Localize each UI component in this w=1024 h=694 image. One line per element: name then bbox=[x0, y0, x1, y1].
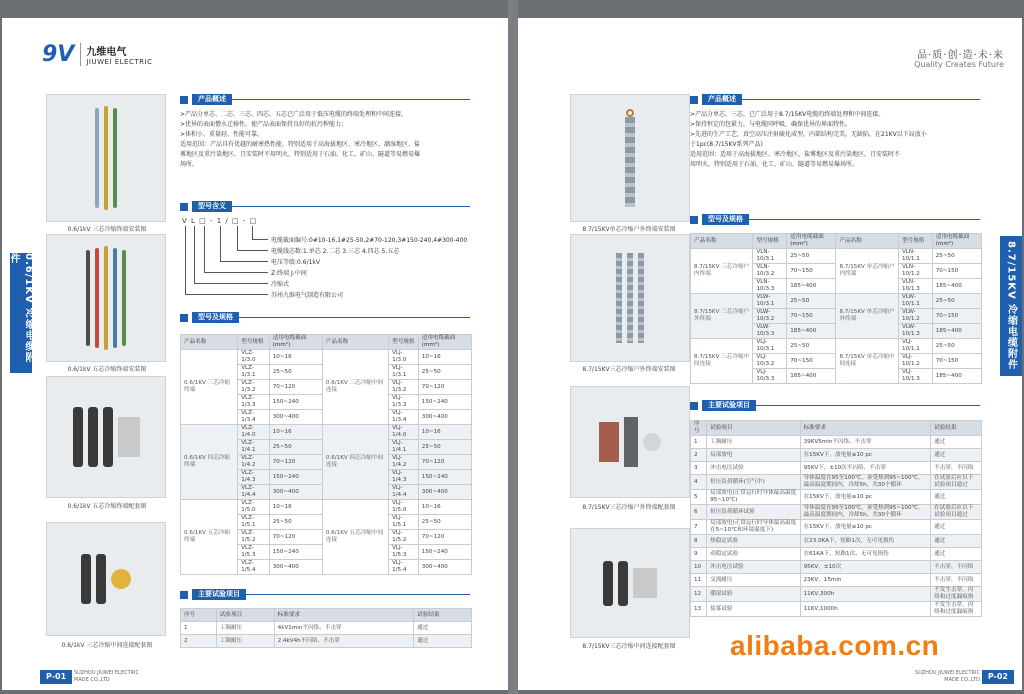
test-no: 6 bbox=[691, 505, 707, 520]
product-photo-2 bbox=[46, 234, 166, 362]
test-row bbox=[691, 475, 982, 490]
spec-model: VLZ-1/3.3 bbox=[238, 395, 270, 410]
spec-model: VLZ-1/5.4 bbox=[238, 560, 270, 575]
spec-model: VLN-10/1.2 bbox=[898, 264, 932, 279]
spec-section: 10~16 bbox=[418, 425, 471, 440]
spec-group-name: 8.7/15KV 三芯冷缩户外终端 bbox=[691, 294, 753, 339]
spec-model: VLJ-1/5.0 bbox=[389, 500, 419, 515]
test-row bbox=[691, 587, 982, 602]
spec-model: VLN-10/3.3 bbox=[753, 279, 787, 294]
spec-group-name: 0.6/1KV 五芯冷缩中间连接 bbox=[322, 500, 388, 575]
spec-section: 10~16 bbox=[269, 425, 322, 440]
test-result: 在试验后应以下试验项目通过 bbox=[931, 505, 982, 520]
test-item: 恒压负荷循环试验 bbox=[707, 505, 800, 520]
right-side-band: 8.7/15KV 冷缩电缆附件 bbox=[1000, 236, 1022, 376]
spec-row bbox=[691, 339, 982, 354]
test-no: 7 bbox=[691, 520, 707, 535]
test-item: 动稳定试验 bbox=[707, 548, 800, 561]
spec-model: VLJ-1/3.3 bbox=[389, 395, 419, 410]
test-item: 热稳定试验 bbox=[707, 535, 800, 548]
test-item: 局部放电 bbox=[707, 449, 800, 462]
logo bbox=[42, 42, 152, 67]
spec-model: VLJ-1/4.2 bbox=[389, 455, 419, 470]
test-row bbox=[691, 520, 982, 535]
spec-section: 25~50 bbox=[269, 440, 322, 455]
spec-group-name: 8.7/15KV 单芯冷缩户外终端 bbox=[836, 294, 898, 339]
test-header-row: 序号 试验项目 标准要求 试验结果 bbox=[181, 609, 472, 622]
spec-model: VLZ-1/3.0 bbox=[238, 350, 270, 365]
section-header-model-meaning: 型号含义 bbox=[180, 201, 470, 212]
spec-header-row: 产品名称 型号规格 适用电缆截面(mm²) 产品名称 型号规格 适用电缆截面(mm²) bbox=[181, 335, 472, 350]
spec-model: VLJ-10/1.3 bbox=[898, 369, 932, 384]
spec-section: 300~400 bbox=[269, 485, 322, 500]
spec-model: VLJ-1/3.0 bbox=[389, 350, 419, 365]
spec-section: 25~50 bbox=[932, 249, 981, 264]
model-diagram: 电缆截面编号:0#10-16,1#25-50,2#70-120,3#150-240,4#300-400 电缆线芯数:1.单芯 2.二芯 3.三芯 4.四芯 5.五芯 电压等级:0.6/1kV Z:终端 J:中间 冷缩式 苏州九维电气制造有限公司 bbox=[182, 226, 482, 296]
spec-model: VLZ-1/5.2 bbox=[238, 530, 270, 545]
test-result: 通过 bbox=[931, 436, 982, 449]
photo-caption-3: 0.6/1kV 五芯冷缩终端配套图 bbox=[67, 503, 147, 510]
test-no: 4 bbox=[691, 475, 707, 490]
spec-section: 185~400 bbox=[932, 324, 981, 339]
test-item: 盐雾试验 bbox=[707, 602, 800, 617]
spec-model: VLZ-1/5.0 bbox=[238, 500, 270, 515]
spec-section: 70~120 bbox=[269, 380, 322, 395]
spec-model: VLW-10/1.2 bbox=[898, 309, 932, 324]
spec-section: 25~50 bbox=[269, 365, 322, 380]
spec-model: VLJ-1/5.4 bbox=[389, 560, 419, 575]
test-no: 2 bbox=[691, 449, 707, 462]
spec-section: 10~16 bbox=[418, 350, 471, 365]
test-result: 不击穿，不闪络 bbox=[931, 462, 982, 475]
product-photo-3 bbox=[46, 376, 166, 498]
spec-section: 25~50 bbox=[932, 339, 981, 354]
slogan-en: Quality Creates Future bbox=[914, 60, 1004, 69]
photo-caption-2: 0.6/1kV 五芯冷缩终端安装图 bbox=[67, 366, 147, 373]
spec-model: VLJ-10/3.2 bbox=[753, 354, 787, 369]
test-row bbox=[691, 548, 982, 561]
product-photo-6 bbox=[570, 234, 690, 362]
spec-model: VLZ-1/3.2 bbox=[238, 380, 270, 395]
test-row bbox=[691, 462, 982, 475]
product-photo-7 bbox=[570, 386, 690, 498]
test-standard: 23KV，15min bbox=[800, 574, 931, 587]
test-no: 2 bbox=[181, 635, 217, 648]
spec-section: 10~16 bbox=[269, 500, 322, 515]
spec-model: VLJ-1/4.3 bbox=[389, 470, 419, 485]
spec-section: 25~50 bbox=[418, 440, 471, 455]
model-code: V L □ - 1 / □ - □ bbox=[182, 217, 258, 225]
test-standard: 11KV,1000h bbox=[800, 602, 931, 617]
spec-section: 150~240 bbox=[269, 395, 322, 410]
spec-model: VLJ-1/3.1 bbox=[389, 365, 419, 380]
test-standard: 95KV，±10次 bbox=[800, 561, 931, 574]
spec-row bbox=[181, 425, 472, 440]
test-result: 通过 bbox=[414, 622, 472, 635]
spec-section: 300~400 bbox=[269, 410, 322, 425]
spec-section: 25~50 bbox=[269, 515, 322, 530]
product-photo-1 bbox=[46, 94, 166, 222]
spec-model: VLZ-1/3.4 bbox=[238, 410, 270, 425]
test-result: 不击穿，不闪络 bbox=[931, 574, 982, 587]
left-side-band: 0.6/1KV 冷缩电缆附件 bbox=[10, 253, 32, 373]
test-standard: 在61KA下，短路1次，无可见损伤 bbox=[800, 548, 931, 561]
test-row bbox=[691, 436, 982, 449]
watermark: alibaba.com.cn bbox=[730, 630, 940, 661]
spec-row bbox=[691, 249, 982, 264]
spec-section: 300~400 bbox=[269, 560, 322, 575]
test-item: 工频耐压 bbox=[216, 622, 274, 635]
spec-section: 300~400 bbox=[418, 410, 471, 425]
section-header-spec: 型号及规格 bbox=[180, 312, 470, 323]
overview-text-right: >产品分单芯、三芯，已广泛用于8.7/15KV电缆的终端处理和中间连接。 >保持恒定的包紧力，与电缆同呼吸，确保优异的界面特性。 >先进的生产工艺，真空高压注射硫化成型，内部结构完美，无缺陷，在21KV以下局放小 于1pc(8.7/15KV系列产品) 适用范围：适用于高海拔地区、寒冷地区、盐雾地区及重污染地区，且安装时不 用明火，特别适用于石油、化工、矿山、隧道等易燃易爆场所。 bbox=[690, 111, 927, 168]
page-number-left: P-01 bbox=[40, 670, 72, 684]
spec-model: VLW-10/3.3 bbox=[753, 324, 787, 339]
test-standard: 2.4kV4h不闪络、不击穿 bbox=[274, 635, 414, 648]
spec-model: VLN-10/1.1 bbox=[898, 249, 932, 264]
test-standard: 导体温度在95至100℃，承受热到95~100℃，最高温度期间内，冷却5h，共30个循环 bbox=[800, 475, 931, 490]
photo-caption-4: 0.6/1kV 三芯冷缩中间连接配套图 bbox=[61, 642, 153, 649]
test-header-row-right: 序号 试验项目 标准要求 试验结果 bbox=[691, 421, 982, 436]
test-no: 3 bbox=[691, 462, 707, 475]
test-row bbox=[691, 449, 982, 462]
spec-section: 70~150 bbox=[787, 354, 836, 369]
spec-section: 185~400 bbox=[787, 324, 836, 339]
spec-section: 70~150 bbox=[932, 264, 981, 279]
photo-caption-8: 8.7/15KV三芯冷缩中间连接配套图 bbox=[582, 643, 676, 650]
spec-section: 150~240 bbox=[418, 545, 471, 560]
test-result: 通过 bbox=[931, 520, 982, 535]
footer-company-left: SUZHOU JIUWEI ELECTRIC MADE CO.,LTD bbox=[74, 670, 139, 683]
photo-caption-6: 8.7/15KV三芯冷缩户外终端安装图 bbox=[582, 366, 676, 373]
test-result: 不发生击穿，闪络和过度漏痕损 bbox=[931, 602, 982, 617]
test-row bbox=[691, 490, 982, 505]
product-photo-4 bbox=[46, 522, 166, 636]
test-no: 13 bbox=[691, 602, 707, 617]
test-no: 1 bbox=[181, 622, 217, 635]
spec-section: 70~150 bbox=[787, 309, 836, 324]
test-result: 不击穿，不闪络 bbox=[931, 561, 982, 574]
spec-section: 185~400 bbox=[932, 369, 981, 384]
spec-group-name: 8.7/15KV 三芯冷缩户内终端 bbox=[691, 249, 753, 294]
spec-model: VLJ-10/1.2 bbox=[898, 354, 932, 369]
page-number-right: P-02 bbox=[982, 670, 1014, 684]
section-header-tests: 主要试验项目 bbox=[180, 589, 470, 600]
spec-model: VLJ-1/4.0 bbox=[389, 425, 419, 440]
spec-section: 70~120 bbox=[418, 530, 471, 545]
section-header-tests-right: 主要试验项目 bbox=[690, 400, 980, 411]
spec-section: 70~150 bbox=[787, 264, 836, 279]
spec-section: 185~400 bbox=[932, 279, 981, 294]
spec-model: VLZ-1/4.1 bbox=[238, 440, 270, 455]
spec-section: 25~50 bbox=[787, 339, 836, 354]
spec-model: VLJ-1/5.1 bbox=[389, 515, 419, 530]
spec-section: 70~120 bbox=[269, 455, 322, 470]
test-row bbox=[691, 561, 982, 574]
spec-section: 25~50 bbox=[787, 294, 836, 309]
test-standard: 在15KV下，放电量≤10 pc bbox=[800, 520, 931, 535]
test-result: 通过 bbox=[414, 635, 472, 648]
photo-caption-1: 0.6/1kV 三芯冷缩终端安装图 bbox=[67, 226, 147, 233]
spec-section: 70~120 bbox=[418, 380, 471, 395]
spec-row bbox=[181, 350, 472, 365]
test-table-right bbox=[690, 420, 982, 617]
spec-model: VLZ-1/5.1 bbox=[238, 515, 270, 530]
spec-group-name: 8.7/15KV 单芯冷缩户内终端 bbox=[836, 249, 898, 294]
brand-en: JIUWEI ELECTRIC bbox=[86, 58, 153, 66]
test-item: 工频耐压 bbox=[216, 635, 274, 648]
test-no: 12 bbox=[691, 587, 707, 602]
spec-model: VLJ-1/4.4 bbox=[389, 485, 419, 500]
test-standard: 导体温度在95至100℃，承受热到95~100℃，最高温度期间内，冷却5h，共30个循环 bbox=[800, 505, 931, 520]
section-header-spec-right: 型号及规格 bbox=[690, 214, 980, 225]
spec-model: VLZ-1/3.1 bbox=[238, 365, 270, 380]
spec-model: VLZ-1/4.2 bbox=[238, 455, 270, 470]
test-standard: 在23.0KA下，短路1次，无可见损伤 bbox=[800, 535, 931, 548]
test-standard: 39KV5min不闪络、不击穿 bbox=[800, 436, 931, 449]
spec-model: VLJ-10/1.1 bbox=[898, 339, 932, 354]
page-gutter bbox=[508, 0, 518, 694]
spec-model: VLJ-10/3.3 bbox=[753, 369, 787, 384]
spec-model: VLZ-1/4.4 bbox=[238, 485, 270, 500]
spec-model: VLJ-1/3.2 bbox=[389, 380, 419, 395]
spec-section: 300~400 bbox=[418, 560, 471, 575]
test-no: 11 bbox=[691, 574, 707, 587]
spec-section: 150~240 bbox=[269, 470, 322, 485]
spec-group-name: 8.7/15KV 单芯冷缩中间连接 bbox=[836, 339, 898, 384]
spec-model: VLW-10/1.1 bbox=[898, 294, 932, 309]
overview-text: >产品分单芯、二芯、三芯、四芯、五芯已广泛用于低压电缆的终端处理和中间连接。 >优异的表面憎水迁移性，使产品表面保持良好的抗污秽能力； >体积小、重量轻、性能可靠。 适用范围：产品具有优越的耐寒热性能，特别适用于高海拔地区、寒冷地区、潮湿地区、盐 雾地区及重污染地区，且安装时不用明火，特别适用于石油、化工、矿山、隧道等易燃易爆 场所。 bbox=[180, 111, 421, 168]
test-no: 1 bbox=[691, 436, 707, 449]
product-photo-8 bbox=[570, 528, 690, 638]
left-page bbox=[2, 18, 508, 690]
spec-group-name: 0.6/1KV 三芯冷缩终端 bbox=[181, 350, 238, 425]
spec-section: 300~400 bbox=[418, 485, 471, 500]
spec-section: 185~400 bbox=[787, 279, 836, 294]
test-row bbox=[181, 622, 472, 635]
test-no: 9 bbox=[691, 548, 707, 561]
spec-section: 25~50 bbox=[418, 365, 471, 380]
spec-model: VLZ-1/4.0 bbox=[238, 425, 270, 440]
test-no: 5 bbox=[691, 490, 707, 505]
test-result: 在试验后应以下试验项目通过 bbox=[931, 475, 982, 490]
test-row bbox=[691, 505, 982, 520]
spec-group-name: 8.7/15KV 三芯冷缩中间连接 bbox=[691, 339, 753, 384]
spec-group-name: 0.6/1KV 五芯冷缩终端 bbox=[181, 500, 238, 575]
spec-model: VLJ-1/5.3 bbox=[389, 545, 419, 560]
spec-model: VLW-10/3.1 bbox=[753, 294, 787, 309]
footer-company-right: SUZHOU JIUWEI ELECTRIC MADE CO.,LTD bbox=[915, 670, 980, 683]
test-item: 冲击电压试验 bbox=[707, 561, 800, 574]
spec-section: 25~50 bbox=[932, 294, 981, 309]
test-result: 不发生击穿，闪络和过度漏痕损 bbox=[931, 587, 982, 602]
test-standard: 95KV下，±10次不闪络、不击穿 bbox=[800, 462, 931, 475]
spec-section: 25~50 bbox=[418, 515, 471, 530]
test-standard: 在15KV下，放电量≤10 pc bbox=[800, 490, 931, 505]
test-row bbox=[691, 535, 982, 548]
test-standard: 11KV,300h bbox=[800, 587, 931, 602]
spec-section: 185~400 bbox=[787, 369, 836, 384]
spec-table-right bbox=[690, 233, 982, 384]
slogan-cn: 品·质·创·造·未·来 bbox=[917, 50, 1004, 61]
test-result: 通过 bbox=[931, 490, 982, 505]
test-no: 10 bbox=[691, 561, 707, 574]
spec-section: 150~240 bbox=[418, 395, 471, 410]
spec-section: 25~50 bbox=[787, 249, 836, 264]
spec-model: VLN-10/1.3 bbox=[898, 279, 932, 294]
test-item: 局部放电(正常运行时导体最高温度在5~10℃和环境温度下) bbox=[707, 520, 800, 535]
test-standard: 在15KV下，放电量≤10 pc bbox=[800, 449, 931, 462]
test-row bbox=[691, 602, 982, 617]
test-item: 局部放电(正常运行时导体最高温度95~10℃) bbox=[707, 490, 800, 505]
test-result: 通过 bbox=[931, 548, 982, 561]
test-table-left bbox=[180, 608, 472, 648]
test-row bbox=[691, 574, 982, 587]
test-item: 交流耐压 bbox=[707, 574, 800, 587]
spec-model: VLN-10/3.2 bbox=[753, 264, 787, 279]
product-photo-5 bbox=[570, 94, 690, 222]
spec-row bbox=[691, 294, 982, 309]
right-page bbox=[518, 18, 1022, 690]
spec-section: 70~120 bbox=[269, 530, 322, 545]
spec-group-name: 0.6/1KV 四芯冷缩中间连接 bbox=[322, 425, 388, 500]
section-header-overview: 产品概述 bbox=[180, 94, 470, 105]
photo-caption-7: 8.7/15KV三芯冷缩户外终端配套图 bbox=[582, 504, 676, 511]
spec-group-name: 0.6/1KV 四芯冷缩终端 bbox=[181, 425, 238, 500]
test-item: 冲击电压试验 bbox=[707, 462, 800, 475]
test-item: 潮湿试验 bbox=[707, 587, 800, 602]
spec-section: 70~120 bbox=[418, 455, 471, 470]
spec-section: 150~240 bbox=[418, 470, 471, 485]
spec-model: VLW-10/1.3 bbox=[898, 324, 932, 339]
brand-cn: 九维电气 bbox=[86, 47, 127, 58]
test-item: 恒压负荷循环(空气中) bbox=[707, 475, 800, 490]
logo-mark: 9V bbox=[42, 42, 75, 67]
spec-section: 10~16 bbox=[269, 350, 322, 365]
spec-model: VLN-10/3.1 bbox=[753, 249, 787, 264]
spec-row bbox=[181, 500, 472, 515]
section-header-overview-right: 产品概述 bbox=[690, 94, 980, 105]
spec-model: VLJ-1/5.2 bbox=[389, 530, 419, 545]
spec-model: VLZ-1/5.3 bbox=[238, 545, 270, 560]
spec-model: VLJ-1/3.4 bbox=[389, 410, 419, 425]
photo-caption-5: 8.7/15KV单芯冷缩户外终端安装图 bbox=[582, 226, 676, 233]
spec-model: VLZ-1/4.3 bbox=[238, 470, 270, 485]
test-item: 工频耐压 bbox=[707, 436, 800, 449]
test-no: 8 bbox=[691, 535, 707, 548]
spec-section: 70~150 bbox=[932, 309, 981, 324]
test-row bbox=[181, 635, 472, 648]
spec-model: VLJ-10/3.1 bbox=[753, 339, 787, 354]
spec-table-left bbox=[180, 334, 472, 575]
spec-section: 150~240 bbox=[269, 545, 322, 560]
spec-group-name: 0.6/1KV 三芯冷缩中间连接 bbox=[322, 350, 388, 425]
test-result: 通过 bbox=[931, 449, 982, 462]
spec-model: VLW-10/3.2 bbox=[753, 309, 787, 324]
test-result: 通过 bbox=[931, 535, 982, 548]
spec-header-row-right: 产品名称 型号规格 适用电缆截面(mm²) 产品名称 型号规格 适用电缆截面(mm²) bbox=[691, 234, 982, 249]
test-standard: 4kV1min不闪络、不击穿 bbox=[274, 622, 414, 635]
spec-section: 70~150 bbox=[932, 354, 981, 369]
spec-section: 10~16 bbox=[418, 500, 471, 515]
spec-model: VLJ-1/4.1 bbox=[389, 440, 419, 455]
